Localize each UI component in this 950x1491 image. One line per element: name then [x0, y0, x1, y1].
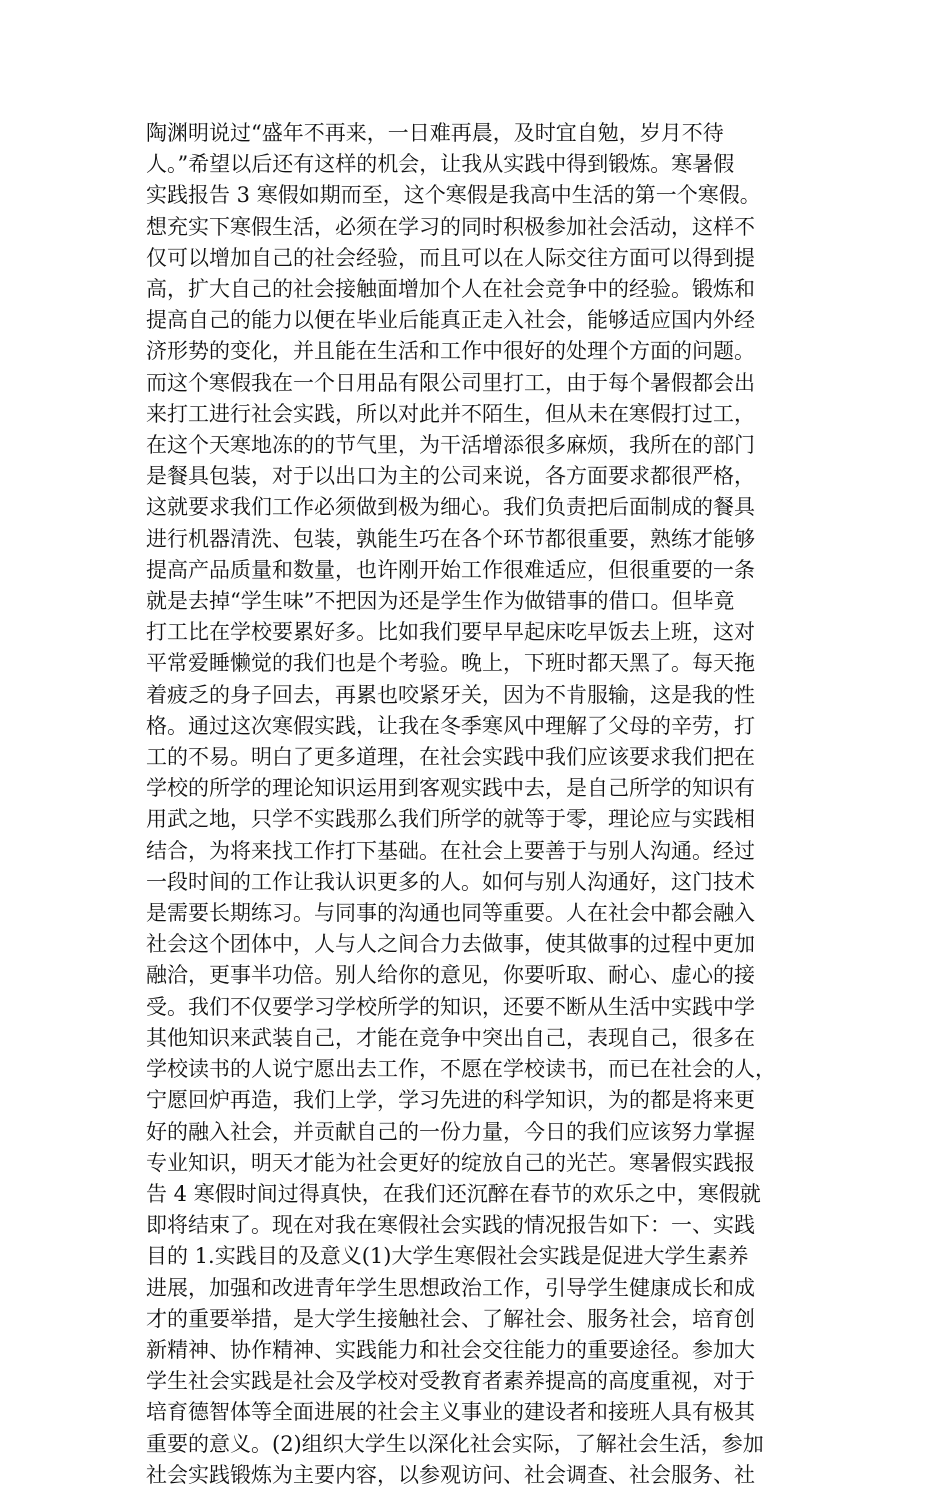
text-line: 提高产品质量和数量，也许刚开始工作很难适应，但很重要的一条: [146, 557, 755, 582]
text-line: 进展，加强和改进青年学生思想政治工作，引导学生健康成长和成: [146, 1275, 755, 1300]
text-line: 社会实践锻炼为主要内容，以参观访问、社会调查、社会服务、社: [146, 1462, 755, 1487]
text-line: 仅可以增加自己的社会经验，而且可以在人际交往方面可以得到提: [146, 245, 755, 270]
text-line: 学校的所学的理论知识运用到客观实践中去，是自己所学的知识有: [146, 776, 755, 801]
text-line: 社会这个团体中，人与人之间合力去做事，使其做事的过程中更加: [146, 932, 755, 957]
text-line: 融洽，更事半功倍。别人给你的意见，你要听取、耐心、虚心的接: [146, 963, 755, 988]
text-line: 提高自己的能力以便在毕业后能真正走入社会，能够适应国内外经: [146, 308, 755, 333]
text-line: 就是去掉“学生味”不把因为还是学生作为做错事的借口。但毕竟: [146, 589, 735, 614]
text-line: 即将结束了。现在对我在寒假社会实践的情况报告如下：一、实践: [146, 1213, 755, 1238]
text-line: 这就要求我们工作必须做到极为细心。我们负责把后面制成的餐具: [146, 495, 755, 520]
text-line: 进行机器清洗、包装，孰能生巧在各个环节都很重要，熟练才能够: [146, 526, 755, 551]
text-line: 是需要长期练习。与同事的沟通也同等重要。人在社会中都会融入: [146, 901, 755, 926]
text-line: 工的不易。明白了更多道理，在社会实践中我们应该要求我们把在: [146, 745, 755, 770]
text-line: 人。”希望以后还有这样的机会，让我从实践中得到锻炼。寒暑假: [146, 152, 735, 177]
text-line: 告 4 寒假时间过得真快，在我们还沉醉在春节的欢乐之中，寒假就: [146, 1181, 761, 1206]
text-line: 在这个天寒地冻的的节气里，为干活增添很多麻烦，我所在的部门: [146, 433, 755, 458]
text-line: 平常爱睡懒觉的我们也是个考验。晚上，下班时都天黑了。每天拖: [146, 651, 755, 676]
text-line: 好的融入社会，并贡献自己的一份力量，今日的我们应该努力掌握: [146, 1119, 755, 1144]
text-line: 一段时间的工作让我认识更多的人。如何与别人沟通好，这门技术: [146, 869, 755, 894]
report-body-text: [146, 118, 806, 1491]
text-line: 实践报告 3 寒假如期而至，这个寒假是我高中生活的第一个寒假。: [146, 183, 761, 208]
text-line: 来打工进行社会实践，所以对此并不陌生，但从未在寒假打过工，: [146, 401, 755, 426]
text-line: 想充实下寒假生活，必须在学习的同时积极参加社会活动，这样不: [146, 214, 755, 239]
text-line: 新精神、协作精神、实践能力和社会交往能力的重要途径。参加大: [146, 1337, 755, 1362]
text-line: 宁愿回炉再造，我们上学，学习先进的科学知识，为的都是将来更: [146, 1088, 755, 1113]
text-line: 陶渊明说过“盛年不再来，一日难再晨，及时宜自勉，岁月不待: [146, 121, 724, 145]
text-line: 专业知识，明天才能为社会更好的绽放自己的光芒。寒暑假实践报: [146, 1150, 755, 1175]
text-line: 学生社会实践是社会及学校对受教育者素养提高的高度重视，对于: [146, 1369, 755, 1394]
text-line: 重要的意义。(2)组织大学生以深化社会实际，了解社会生活，参加: [146, 1431, 764, 1456]
text-line: 济形势的变化，并且能在生活和工作中很好的处理个方面的问题。: [146, 339, 755, 364]
text-line: 而这个寒假我在一个日用品有限公司里打工，由于每个暑假都会出: [146, 370, 755, 395]
text-line: 学校读书的人说宁愿出去工作，不愿在学校读书，而已在社会的人，: [146, 1057, 776, 1082]
text-line: 用武之地，只学不实践那么我们所学的就等于零，理论应与实践相: [146, 807, 755, 832]
text-line: 才的重要举措，是大学生接触社会、了解社会、服务社会，培育创: [146, 1306, 755, 1331]
text-line: 是餐具包装，对于以出口为主的公司来说，各方面要求都很严格，: [146, 464, 755, 489]
text-line: 结合，为将来找工作打下基础。在社会上要善于与别人沟通。经过: [146, 838, 755, 863]
text-line: 其他知识来武装自己，才能在竞争中突出自己，表现自己，很多在: [146, 1025, 755, 1050]
text-line: 格。通过这次寒假实践，让我在冬季寒风中理解了父母的辛劳，打: [146, 713, 755, 738]
text-line: 着疲乏的身子回去，再累也咬紧牙关，因为不肯服输，这是我的性: [146, 682, 755, 707]
text-line: 高，扩大自己的社会接触面增加个人在社会竞争中的经验。锻炼和: [146, 277, 755, 302]
text-line: 打工比在学校要累好多。比如我们要早早起床吃早饭去上班，这对: [146, 620, 755, 645]
text-line: 培育德智体等全面进展的社会主义事业的建设者和接班人具有极其: [146, 1400, 755, 1425]
text-line: 目的 1.实践目的及意义(1)大学生寒假社会实践是促进大学生素养: [146, 1244, 749, 1269]
text-line: 受。我们不仅要学习学校所学的知识，还要不断从生活中实践中学: [146, 994, 755, 1019]
